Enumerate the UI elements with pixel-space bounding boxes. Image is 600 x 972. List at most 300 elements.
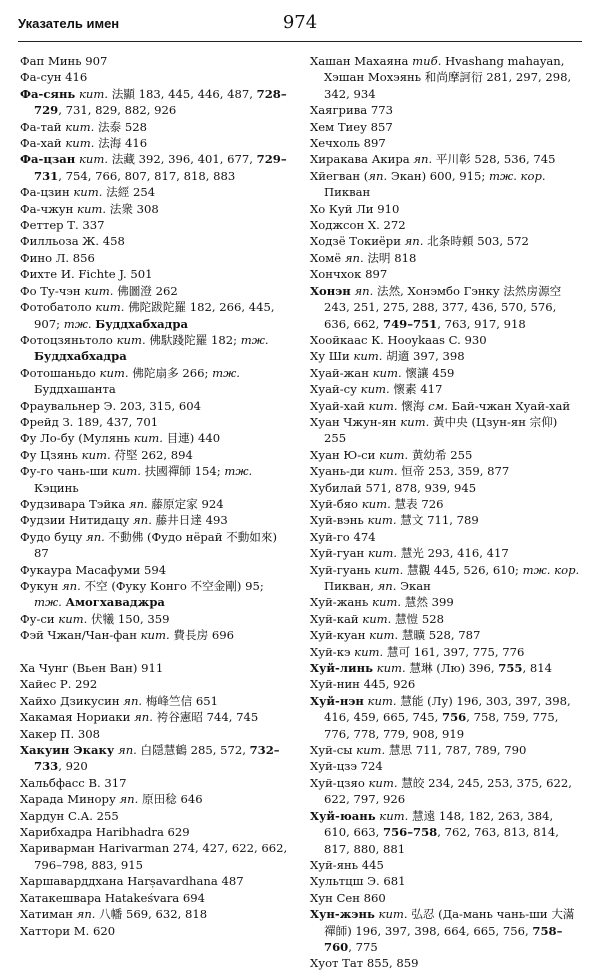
index-entry [20, 217, 290, 233]
index-entry [310, 365, 582, 381]
index-entry-part: Хаттори М. 620 [20, 923, 116, 938]
index-entry-part: Хуй-кэ [310, 644, 355, 659]
index-entry-part: 法泰 528 [94, 119, 147, 134]
index-entry-part: Фотошаньдо [20, 365, 100, 380]
index-entry-part: Хйегван ( [310, 168, 369, 183]
index-entry-part: кит. [367, 546, 398, 561]
index-entry [310, 53, 582, 102]
index-entry-part: кит. [379, 447, 409, 462]
index-entry-part: 北条時頼 503, 572 [423, 234, 529, 249]
index-entry-part: 懷海 [397, 398, 429, 413]
index-entry-part: 756–758 [383, 825, 438, 840]
index-entry-part: 白隠慧鶴 285, 572, [136, 743, 250, 758]
index-entry-part: 懷讓 459 [401, 365, 455, 380]
index-entry-part: , 763, 917, 918 [437, 316, 526, 331]
index-entry-part: Хакер П. 308 [20, 726, 100, 741]
index-entry-part: Фукаура Масафуми 594 [20, 562, 167, 577]
index-entry-part: Хомё [310, 250, 345, 265]
index-entry-part: Хатакешвара Hatakeśvara 694 [20, 890, 205, 905]
index-entry-part: кит. [81, 447, 111, 462]
index-entry-part: 758–760 [324, 923, 563, 954]
index-entry-part: Ходзё Токиёри [310, 234, 405, 249]
index-entry-part: кит. [378, 907, 408, 922]
index-entry-part: 平川彰 528, 536, 745 [432, 152, 556, 167]
index-entry-part: Фа-тай [20, 119, 66, 134]
index-entry-part: 懷素 417 [389, 382, 443, 397]
index-entry-part: кит. [400, 414, 430, 429]
index-entry-part: Буддхашанта [34, 382, 116, 397]
index-entry-part: кит. [361, 496, 391, 511]
index-entry [310, 906, 582, 955]
index-entry-part: яп. [368, 168, 388, 183]
index-entry-part: Экан) 600, 915; [387, 168, 490, 183]
index-entry-part: кит. [372, 595, 402, 610]
index-entry-part: 苻堅 262, 894 [110, 447, 193, 462]
index-entry [310, 463, 582, 479]
index-entry-part: Кэцинь [34, 480, 79, 495]
index-entry-part: Хардун С.А. 255 [20, 808, 119, 823]
index-entry-part: , 814 [522, 661, 552, 676]
index-entry-part: 慧皎 234, 245, 253, 375, 622, 622, 797, 926 [324, 775, 572, 807]
index-entry-part: 慧遠 148, 182, 263, 384, 610, 663, [324, 808, 554, 840]
index-entry-part: кит. [368, 398, 398, 413]
index-entry [310, 660, 582, 676]
index-entry-part: Экан [396, 579, 431, 593]
index-entry [310, 447, 582, 463]
index-entry-part: кит. [65, 136, 95, 151]
index-entry-part: Хариварман Harivarman 274, 427, 622, 662, 796–798, 883, 915 [20, 841, 288, 872]
index-entry [310, 890, 582, 906]
index-entry-part: 原田稔 646 [138, 792, 203, 807]
index-entry-part: Хакамая Нориаки [20, 710, 135, 725]
index-entry-part: Хуй-го 474 [310, 529, 376, 544]
index-entry-part: кит. [116, 332, 146, 347]
index-entry-part: Фу Цзянь [20, 447, 82, 462]
index-entry-part: Хуй-нэн [310, 693, 364, 708]
index-entry-part: 法衆 308 [106, 201, 159, 216]
index-entry [20, 332, 290, 365]
index-entry-part: Хуй-гуань [310, 562, 375, 577]
index-entry-part: Хечхоль 897 [310, 136, 386, 151]
index-entry [310, 955, 582, 971]
index-entry [310, 873, 582, 889]
index-entry [20, 840, 290, 873]
index-entry-part: 伏犧 150, 359 [87, 611, 170, 626]
index-entry-part: Хоойкаас К. Hooykaas C. 930 [310, 332, 487, 347]
index-entry-part: Фрейд З. 189, 437, 701 [20, 414, 159, 429]
header-rule [18, 41, 582, 42]
index-entry-part: 755 [498, 661, 523, 676]
index-entry [310, 480, 582, 496]
index-entry-part: Хуй-кай [310, 611, 363, 626]
index-entry-part: кит. [367, 513, 397, 528]
index-entry-part: Хакуин Экаку [20, 743, 115, 758]
index-entry-part: кит. [372, 365, 402, 380]
index-entry-part: 佛陀扇多 266; [128, 365, 213, 380]
index-entry-part: 黄幼希 255 [408, 447, 473, 462]
index-entry-part: Фа-хай [20, 136, 66, 151]
index-entry [20, 266, 290, 282]
index-entry-part: Фа-чжун [20, 201, 78, 216]
index-entry-part: яп. [128, 496, 148, 511]
index-entry-part: Пикван [324, 185, 371, 200]
running-head-title: Указатель имен [18, 16, 120, 31]
index-entry-part: Харибхадра Haribhadra 629 [20, 825, 190, 840]
index-entry-part: Хо Куй Ли 910 [310, 201, 400, 216]
index-entry-part: тиб. [412, 54, 442, 68]
index-entry-part: Фраувальнер Э. 203, 315, 604 [20, 398, 201, 413]
index-entry-part: тж. [34, 595, 62, 610]
index-entry-part: Хуй-янь 445 [310, 857, 384, 872]
index-entry-part: Хуай-хай [310, 398, 369, 413]
index-entry-part: 慧文 711, 789 [396, 513, 479, 528]
index-entry [20, 742, 290, 775]
index-entry-part: 佛圖澄 262 [113, 283, 178, 298]
index-entry-part: 扶國禪師 154; [140, 464, 225, 479]
index-column-right [310, 53, 582, 972]
index-entry-part: яп. [86, 529, 105, 544]
index-entry [310, 562, 582, 595]
index-entry-part: Хун Сен 860 [310, 890, 386, 905]
index-entry [310, 151, 582, 167]
index-entry [310, 283, 582, 332]
index-entry [310, 758, 582, 774]
index-entry-part: 慧思 711, 787, 789, 790 [385, 743, 527, 758]
index-entry-part: 749–751 [383, 316, 438, 331]
index-entry-part: 胡適 397, 398 [382, 349, 465, 364]
index-entry-part: 八幡 569, 632, 818 [95, 907, 208, 922]
index-entry-part: Хуань-ди [310, 464, 369, 479]
index-entry-part: 黃中央 (Цзун-ян 宗仰) 255 [324, 414, 558, 446]
index-entry-part: 恒帝 253, 359, 877 [397, 464, 510, 479]
index-entry-part: Фудзивара Тэйка [20, 496, 129, 511]
index-entry [20, 447, 290, 463]
index-entry-part: Хуй-нин 445, 926 [310, 677, 416, 692]
index-entry-part: 法顯 183, 445, 446, 487, [108, 86, 257, 101]
index-entry-part: Фудо буцу [20, 529, 87, 544]
index-entry [310, 414, 582, 447]
index-entry-part: яп. [354, 283, 374, 298]
index-entry-part: Хуй-вэнь [310, 513, 368, 528]
index-entry-part: Фукун [20, 579, 62, 593]
index-entry [20, 86, 290, 119]
index-entry [20, 529, 290, 562]
index-entry [20, 398, 290, 414]
index-entry-part: 729–731 [34, 152, 287, 183]
index-entry-part: 728–729 [34, 86, 287, 118]
index-entry-part: Фа-сун 416 [20, 70, 88, 85]
index-entry-part: Хуй-куан [310, 628, 370, 643]
index-entry-part: кит. [374, 562, 404, 577]
index-entry-part: Хуй-цзэ 724 [310, 759, 383, 774]
index-entry-part: 慧觀 445, 526, 610; [403, 562, 523, 577]
index-entry-part: Фудзии Нитидацу [20, 513, 134, 528]
index-entry-part: Хатиман [20, 907, 77, 922]
index-entry-part: Хуй-юань [310, 808, 376, 823]
index-entry-part: 袴谷憲昭 744, 745 [152, 710, 259, 725]
index-entry-part: 756 [442, 710, 467, 725]
index-entry-part: кит. [140, 628, 170, 643]
index-entry-part: яп. [413, 152, 433, 167]
index-entry [20, 906, 290, 922]
index-entry-part: Хун-жэнь [310, 907, 375, 922]
index-entry [20, 923, 290, 939]
index-entry-part: Хуай-су [310, 382, 361, 397]
index-entry [20, 201, 290, 217]
index-entry-part: кит. [362, 611, 392, 626]
index-entry [20, 365, 290, 398]
index-entry [310, 332, 582, 348]
index-entry-part: Хаягрива 773 [310, 103, 393, 118]
index-entry-part: яп. [134, 710, 153, 725]
index-entry-part: яп. [123, 693, 143, 708]
index-entry-part: кит. [354, 644, 384, 659]
index-entry-part: тж. [63, 316, 92, 331]
index-entry-part: кит. [65, 119, 95, 134]
index-entry-part: 佛陀跋陀羅 182, 266, 445, 907; [34, 300, 275, 331]
index-entry-part: , 731, 829, 882, 926 [58, 103, 177, 118]
index-entry-part: Хуан Ю-си [310, 447, 380, 462]
index-entry-part: Фу-го чань-ши [20, 464, 112, 479]
index-entry [20, 808, 290, 824]
index-entry-part: 法明 818 [363, 250, 417, 265]
index-entry-part: кит. [79, 86, 109, 101]
index-entry-part: Ха Чунг (Вьен Ван) 911 [20, 661, 164, 676]
index-entry-part: Фап Минь 907 [20, 54, 108, 68]
index-entry [20, 463, 290, 496]
index-entry-part: 732–733 [34, 743, 280, 774]
index-entry-part: Фу-си [20, 611, 59, 626]
index-entry [310, 676, 582, 692]
index-entry-part: Фа-сянь [20, 86, 76, 101]
index-entry-part: см. [428, 398, 448, 413]
index-entry-part: Фино Л. 856 [20, 250, 95, 265]
index-entry [310, 644, 582, 660]
index-entry-part: тж. [224, 464, 253, 479]
index-entry [20, 512, 290, 528]
index-entry-part: кит. [368, 775, 398, 790]
index-entry [20, 791, 290, 807]
index-entry-part: яп. [344, 250, 364, 265]
index-entry-part: Харада Минору [20, 792, 120, 807]
index-entry-part: яп. [61, 579, 81, 593]
index-entry-part: тж. [212, 365, 240, 380]
index-entry-part: Фотобатоло [20, 300, 96, 315]
page-header [18, 12, 582, 36]
index-entry [310, 168, 582, 201]
index-entry-part: Фотоцзяньтоло [20, 332, 117, 347]
index-entry [20, 676, 290, 692]
index-entry-part: 法藏 392, 396, 401, 677, [108, 152, 257, 167]
index-entry-part: кит. [58, 611, 88, 626]
index-entry [20, 69, 290, 85]
index-entry-part: кит. [353, 349, 383, 364]
index-entry-part: кит. [84, 283, 114, 298]
index-entry-part: Ху Ши [310, 349, 354, 364]
index-entry [20, 611, 290, 627]
index-entry-part: 法海 416 [94, 136, 148, 151]
index-entry-part: 弘忍 (Да-мань чань-ши 大滿禪師) 196, 397, 398, 664, 665, 756, [324, 907, 575, 938]
index-entry-part: кит. [367, 693, 397, 708]
index-entry-part: тж. кор. [522, 562, 580, 577]
index-entry [310, 496, 582, 512]
index-entry-part: Хубилай 571, 878, 939, 945 [310, 480, 477, 495]
index-entry-part: кит. [369, 628, 399, 643]
index-entry-part: Буддхабхадра [95, 316, 188, 331]
index-entry-part: 藤井日達 493 [151, 513, 228, 528]
index-entry [310, 135, 582, 151]
index-entry-part: , 775 [348, 939, 378, 954]
index-entry-part: яп. [404, 234, 424, 249]
index-entry-part: 慧然 399 [401, 595, 454, 610]
index-entry [310, 808, 582, 857]
index-entry-part: Феттер Т. 337 [20, 218, 105, 233]
index-entry-part: кит. [368, 464, 398, 479]
index-entry [310, 594, 582, 610]
index-entry-part: 法然, Хонэмбо Гэнку 法然房源空 243, 251, 275, 288, 377, 436, 570, 576, 636, 662, [324, 283, 562, 331]
index-entry [310, 217, 582, 233]
index-entry-part: Хуй-цзяо [310, 775, 369, 790]
page-number: 974 [282, 12, 318, 33]
index-entry-part: 慧能 (Лу) 196, 303, 397, 398, 416, 459, 665, 745, [324, 693, 571, 725]
index-entry-part: Хуан Чжун-ян [310, 414, 401, 429]
index-entry-part: 法經 254 [102, 185, 156, 200]
index-entry-part: яп. [119, 792, 139, 807]
index-entry [20, 414, 290, 430]
index-entry-part: кит. [77, 201, 107, 216]
index-entry-part: Фа-цзан [20, 152, 76, 167]
index-entry [20, 250, 290, 266]
index-entry [20, 824, 290, 840]
index-entry [20, 119, 290, 135]
index-entry [20, 283, 290, 299]
index-entry-part: Хонэн [310, 283, 351, 298]
index-entry-part: 藤原定家 924 [147, 496, 224, 511]
index-entry [310, 545, 582, 561]
index-entry [20, 151, 290, 184]
index-entry-part: 不空 (Фуку Конго 不空金剛) 95; [80, 579, 264, 593]
index-entry [310, 233, 582, 249]
index-entry-part: Харшаварддхана Harṣavardhana 487 [20, 874, 244, 889]
index-entry [310, 611, 582, 627]
index-entry [20, 578, 290, 611]
index-entry-part: 費長房 696 [169, 628, 234, 643]
index-entry [310, 627, 582, 643]
index-entry [20, 184, 290, 200]
index-entry-part: Хашан Махаяна [310, 54, 413, 68]
index-entry [310, 102, 582, 118]
index-entry [20, 693, 290, 709]
index-entry [20, 53, 290, 69]
index-entry-part: Фо Ту-чэн [20, 283, 85, 298]
index-entry [20, 135, 290, 151]
index-entry-part: кит. [356, 743, 386, 758]
index-entry-part: Хуот Тат 855, 859 [310, 956, 419, 971]
index-entry [20, 709, 290, 725]
index-entry-part: Хуй-сы [310, 743, 357, 758]
index-entry-part: , 762, 763, 813, 814, 817, 880, 881 [324, 825, 559, 856]
index-entry [20, 562, 290, 578]
index-entry [310, 398, 582, 414]
index-entry-part: яп. [118, 743, 137, 758]
index-entry-part: кит. [360, 382, 390, 397]
index-entry [20, 496, 290, 512]
index-entry-part: 慧表 726 [390, 496, 444, 511]
index-entry-part: 慧琳 (Лю) 396, [405, 661, 499, 676]
index-entry [310, 742, 582, 758]
index-entry [310, 857, 582, 873]
index-entry [20, 233, 290, 249]
index-entry-part: 慧可 161, 397, 775, 776 [383, 644, 525, 659]
index-entry-part: Филльоза Ж. 458 [20, 234, 125, 249]
index-entry [310, 693, 582, 742]
index-entry [20, 660, 290, 676]
index-entry [310, 250, 582, 266]
index-entry-part: Хуй-гуан [310, 546, 368, 561]
index-entry-part: яп. [133, 513, 152, 528]
index-entry-part: Хуай-жан [310, 365, 373, 380]
index-entry-part: Бай-чжан Хуай-хай [447, 398, 571, 413]
index-entry-part: кит. [78, 152, 109, 167]
index-entry [310, 381, 582, 397]
index-entry-part: Фа-цзин [20, 185, 74, 200]
index-entry [310, 775, 582, 808]
index-entry-part: Хуй-бяо [310, 496, 362, 511]
index-entry [20, 627, 290, 643]
index-entry [310, 512, 582, 528]
index-entry-part: кит. [133, 431, 163, 446]
index-entry [310, 348, 582, 364]
index-entry-part: 慧光 293, 416, 417 [397, 546, 509, 561]
index-entry-part: тж. [240, 332, 269, 347]
index-entry-part: Ходжсон Х. 272 [310, 218, 406, 233]
index-entry [20, 775, 290, 791]
index-entry-part: Фэй Чжан/Чан-фан [20, 628, 141, 643]
index-column-left [20, 53, 290, 939]
index-entry-part: кит. [73, 185, 103, 200]
index-entry [310, 119, 582, 135]
index-entry-part: яп. [76, 907, 96, 922]
index-entry-part: кит. [376, 661, 406, 676]
index-entry [20, 430, 290, 446]
index-entry-part: Хуй-жань [310, 595, 373, 610]
index-entry-part: 慧曠 528, 787 [398, 628, 481, 643]
index-entry-part: 佛馱踐陀羅 182; [145, 332, 241, 347]
index-entry-part: Хальбфасс В. 317 [20, 775, 127, 790]
index-entry-part: Хультцш Э. 681 [310, 874, 406, 889]
index-entry-part: Амогхаваджра [65, 595, 165, 610]
index-entry-part: 梅峰竺信 651 [142, 693, 218, 708]
index-entry-part: Хайес Р. 292 [20, 677, 98, 692]
index-entry-part: 不動佛 (Фудо нёрай 不動如來) 87 [34, 529, 278, 561]
index-entry [310, 529, 582, 545]
index-entry [20, 873, 290, 889]
index-entry-part: яп. [377, 579, 397, 593]
index-entry-part: тж. кор. [489, 168, 546, 183]
index-entry [310, 266, 582, 282]
index-entry-part: Хуй-линь [310, 661, 373, 676]
index-entry-part: , 920 [58, 759, 88, 774]
index-entry [20, 890, 290, 906]
index-entry [20, 299, 290, 332]
index-entry-part: Hvashang mahayan, Хэшан Мохэянь 和尚摩訶衍 281, 297, 298, 342, 934 [324, 54, 572, 101]
index-entry-part: 慧愷 528 [391, 611, 445, 626]
index-entry-part: , 754, 766, 807, 817, 818, 883 [58, 168, 236, 183]
index-entry-part: Хиракава Акира [310, 152, 414, 167]
index-entry [20, 726, 290, 742]
index-entry-part: Фихте И. Fichte J. 501 [20, 267, 153, 282]
index-entry-part: , 758, 759, 775, 776, 778, 779, 908, 919 [324, 710, 559, 741]
